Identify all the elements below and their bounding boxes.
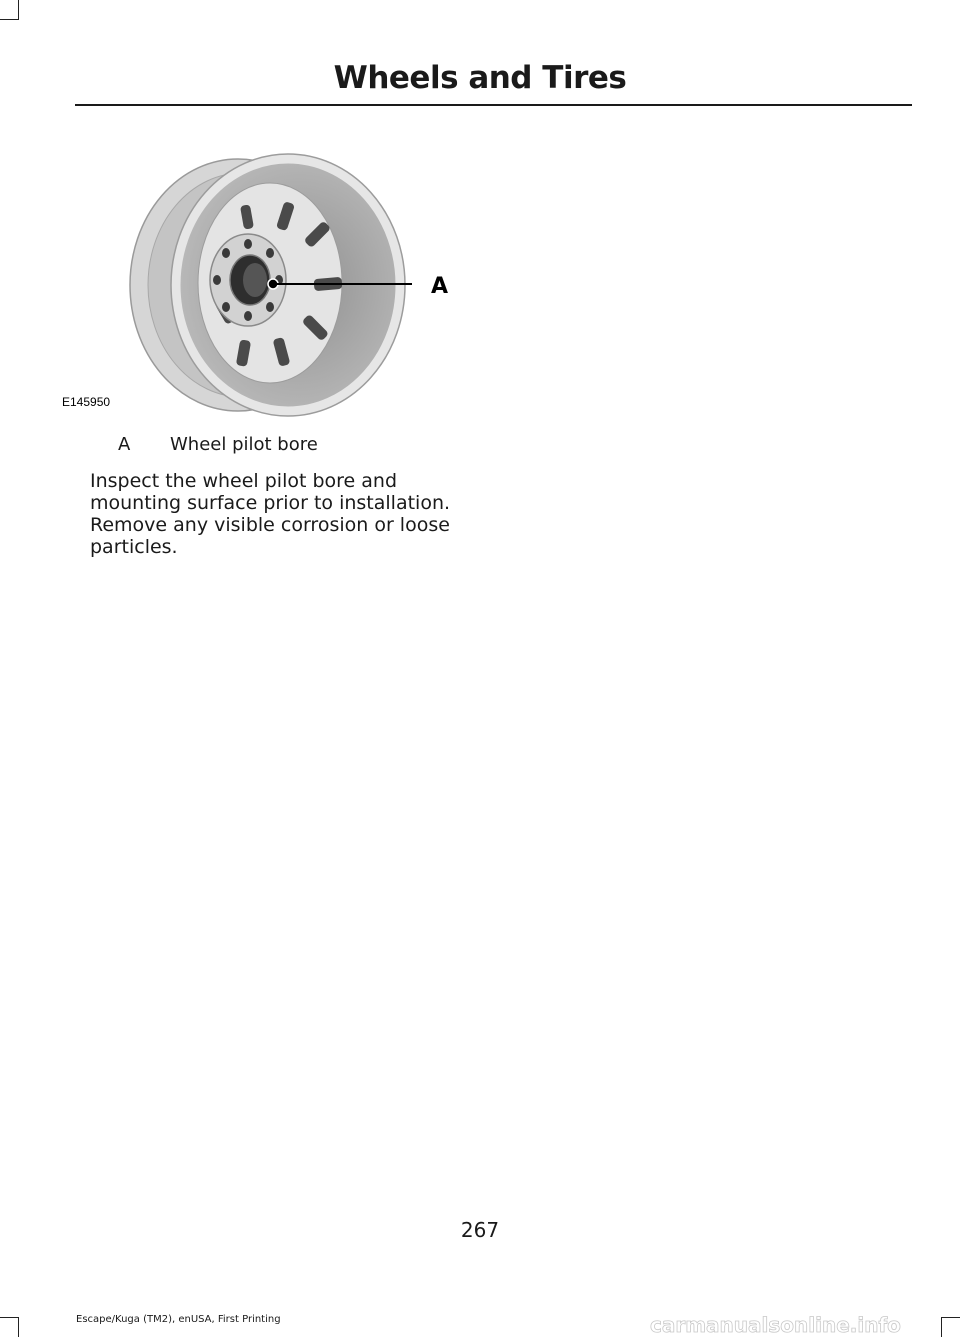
watermark-text: carmanualsonline.info (650, 1313, 901, 1337)
crop-mark-top-left-h (0, 19, 19, 20)
crop-mark-top-left-v (18, 0, 19, 20)
callout-label: A (431, 274, 449, 299)
page-title: Wheels and Tires (333, 60, 627, 96)
figure-code: E145950 (62, 395, 111, 409)
page-number: 267 (460, 1218, 500, 1242)
legend-description: Wheel pilot bore (170, 434, 318, 455)
wheel-illustration (62, 150, 470, 420)
body-paragraph: Inspect the wheel pilot bore and mounting surface prior to installation. Remove any visible corrosion or loose particles. (90, 470, 451, 558)
header-rule (75, 104, 912, 106)
crop-mark-bottom-left-v (18, 1317, 19, 1337)
watermark (650, 1313, 950, 1337)
publication-info: Escape/Kuga (TM2), enUSA, First Printing (76, 1314, 281, 1325)
wheel-figure (62, 150, 470, 420)
legend-key: A (118, 434, 131, 455)
crop-mark-bottom-left-h (0, 1317, 19, 1318)
